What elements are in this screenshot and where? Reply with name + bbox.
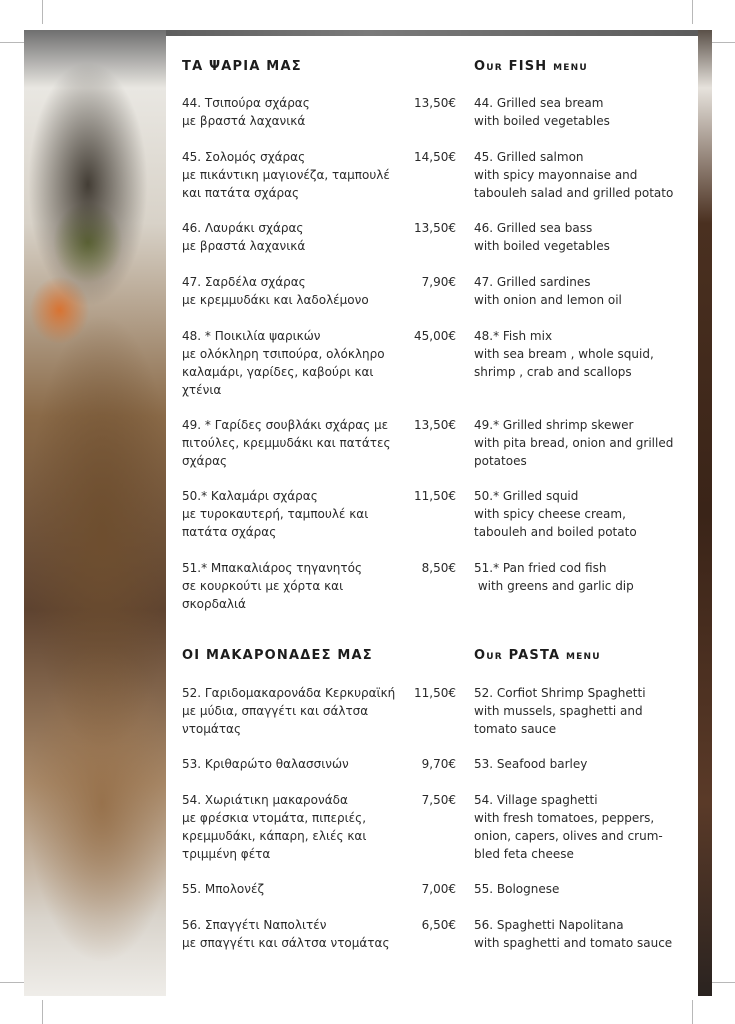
item-text: 46. Grilled sea bass — [474, 221, 593, 235]
menu-item-english — [474, 487, 694, 541]
item-text: 47. Σαρδέλα σχάρας — [182, 275, 306, 289]
menu-item-english — [474, 791, 694, 863]
item-text: 50.* Grilled squid — [474, 489, 579, 503]
item-text: με σπαγγέτι και σάλτσα ντομάτας — [182, 936, 390, 950]
menu-item-greek — [182, 880, 412, 898]
item-text: 44. Grilled sea bream — [474, 96, 604, 110]
crop-mark — [711, 982, 735, 983]
crop-mark — [42, 0, 43, 24]
menu-item-english — [474, 416, 694, 470]
menu-item-greek — [182, 273, 412, 309]
item-text: 49.* Grilled shrimp skewer — [474, 418, 634, 432]
menu-item-greek — [182, 684, 412, 738]
item-text: σκορδαλιά — [182, 597, 246, 611]
item-text: 48.* Fish mix — [474, 329, 553, 343]
item-text: with boiled vegetables — [474, 239, 610, 253]
item-text: with spicy cheese cream, — [474, 507, 626, 521]
item-text: με κρεμμυδάκι και λαδολέμονο — [182, 293, 369, 307]
item-text: με μύδια, σπαγγέτι και σάλτσα — [182, 704, 369, 718]
item-text: 49. * Γαρίδες σουβλάκι σχάρας με — [182, 418, 389, 432]
item-price: 7,90€ — [421, 275, 456, 289]
item-text: 46. Λαυράκι σχάρας — [182, 221, 304, 235]
pasta-header-greek: ΟΙ ΜΑΚΑΡΟΝΑΔΕΣ ΜΑΣ — [182, 648, 373, 663]
menu-item-english — [474, 219, 694, 255]
item-price: 13,50€ — [414, 418, 456, 432]
item-text: 52. Γαριδομακαρονάδα Κερκυραϊκή — [182, 686, 396, 700]
item-text: tabouleh salad and grilled potato — [474, 186, 674, 200]
item-text: bled feta cheese — [474, 847, 574, 861]
item-text: με τυροκαυτερή, ταμπουλέ και — [182, 507, 369, 521]
crop-mark — [692, 1000, 693, 1024]
menu-item-english — [474, 880, 694, 898]
item-text: κρεμμυδάκι, κάπαρη, ελιές και — [182, 829, 367, 843]
item-text: 55. Bolognese — [474, 882, 560, 896]
item-text: with greens and garlic dip — [474, 579, 634, 593]
menu-item-english — [474, 94, 694, 130]
fish-header-english: Our FISH menu — [474, 59, 588, 74]
item-text: 48. * Ποικιλία ψαρικών — [182, 329, 321, 343]
pasta-header-english: Our PASTA menu — [474, 648, 601, 663]
item-text: potatoes — [474, 454, 527, 468]
item-text: 53. Seafood barley — [474, 757, 588, 771]
menu-item-greek — [182, 916, 412, 952]
item-text: 45. Σολομός σχάρας — [182, 150, 306, 164]
item-text: 51.* Pan fried cod fish — [474, 561, 607, 575]
menu-item-greek — [182, 559, 412, 613]
menu-item-greek — [182, 219, 412, 255]
background-photo-right — [698, 30, 712, 996]
item-text: with fresh tomatoes, peppers, — [474, 811, 655, 825]
menu-item-greek — [182, 327, 412, 399]
item-text: 53. Κριθαρώτο θαλασσινών — [182, 757, 349, 771]
item-text: with spicy mayonnaise and — [474, 168, 638, 182]
crop-mark — [692, 0, 693, 24]
item-text: 52. Corfiot Shrimp Spaghetti — [474, 686, 646, 700]
menu-item-english — [474, 559, 694, 595]
item-text: χτένια — [182, 383, 222, 397]
item-text: with boiled vegetables — [474, 114, 610, 128]
menu-item-english — [474, 755, 694, 773]
menu-item-english — [474, 273, 694, 309]
item-price: 7,50€ — [421, 793, 456, 807]
item-text: με βραστά λαχανικά — [182, 239, 306, 253]
item-price: 45,00€ — [414, 329, 456, 343]
item-text: ντομάτας — [182, 722, 241, 736]
menu-item-english — [474, 684, 694, 738]
item-price: 13,50€ — [414, 221, 456, 235]
item-price: 9,70€ — [421, 757, 456, 771]
fish-header-greek: ΤΑ ΨΑΡΙΑ ΜΑΣ — [182, 59, 302, 74]
item-text: σχάρας — [182, 454, 228, 468]
item-text: 54. Χωριάτικη μακαρονάδα — [182, 793, 348, 807]
item-text: with sea bream , whole squid, — [474, 347, 654, 361]
item-text: με ολόκληρη τσιπούρα, ολόκληρο — [182, 347, 385, 361]
grilled-fish-photo — [24, 30, 166, 996]
item-price: 11,50€ — [414, 686, 456, 700]
item-price: 8,50€ — [421, 561, 456, 575]
item-text: onion, capers, olives and crum- — [474, 829, 663, 843]
item-text: με πικάντικη μαγιονέζα, ταμπουλέ — [182, 168, 390, 182]
menu-item-english — [474, 916, 694, 952]
menu-item-greek — [182, 148, 412, 202]
item-text: και πατάτα σχάρας — [182, 186, 300, 200]
item-text: 47. Grilled sardines — [474, 275, 591, 289]
item-text: καλαμάρι, γαρίδες, καβούρι και — [182, 365, 374, 379]
item-text: with mussels, spaghetti and — [474, 704, 643, 718]
item-text: 55. Μπολονέζ — [182, 882, 264, 896]
item-text: με βραστά λαχανικά — [182, 114, 306, 128]
menu-item-english — [474, 148, 694, 202]
item-text: tabouleh and boiled potato — [474, 525, 637, 539]
menu-item-greek — [182, 791, 412, 863]
item-text: τριμμένη φέτα — [182, 847, 271, 861]
item-text: 44. Τσιπούρα σχάρας — [182, 96, 310, 110]
item-text: with spaghetti and tomato sauce — [474, 936, 673, 950]
item-price: 11,50€ — [414, 489, 456, 503]
item-text: with pita bread, onion and grilled — [474, 436, 674, 450]
item-text: πιτούλες, κρεμμυδάκι και πατάτες — [182, 436, 391, 450]
item-text: 50.* Καλαμάρι σχάρας — [182, 489, 318, 503]
menu-item-greek — [182, 487, 412, 541]
menu-item-english — [474, 327, 694, 381]
item-price: 6,50€ — [421, 918, 456, 932]
crop-mark — [711, 42, 735, 43]
menu-item-greek — [182, 755, 412, 773]
menu-item-greek — [182, 94, 412, 130]
crop-mark — [0, 42, 24, 43]
item-text: 56. Σπαγγέτι Ναπολιτέν — [182, 918, 327, 932]
item-text: 45. Grilled salmon — [474, 150, 584, 164]
crop-mark — [42, 1000, 43, 1024]
item-price: 7,00€ — [421, 882, 456, 896]
item-text: σε κουρκούτι με χόρτα και — [182, 579, 344, 593]
item-text: shrimp , crab and scallops — [474, 365, 632, 379]
crop-mark — [0, 982, 24, 983]
item-text: 54. Village spaghetti — [474, 793, 598, 807]
item-price: 14,50€ — [414, 150, 456, 164]
item-text: με φρέσκια ντομάτα, πιπεριές, — [182, 811, 367, 825]
item-text: πατάτα σχάρας — [182, 525, 277, 539]
item-text: 56. Spaghetti Napolitana — [474, 918, 624, 932]
item-price: 13,50€ — [414, 96, 456, 110]
item-text: 51.* Μπακαλιάρος τηγανητός — [182, 561, 363, 575]
item-text: with onion and lemon oil — [474, 293, 622, 307]
menu-item-greek — [182, 416, 412, 470]
item-text: tomato sauce — [474, 722, 557, 736]
